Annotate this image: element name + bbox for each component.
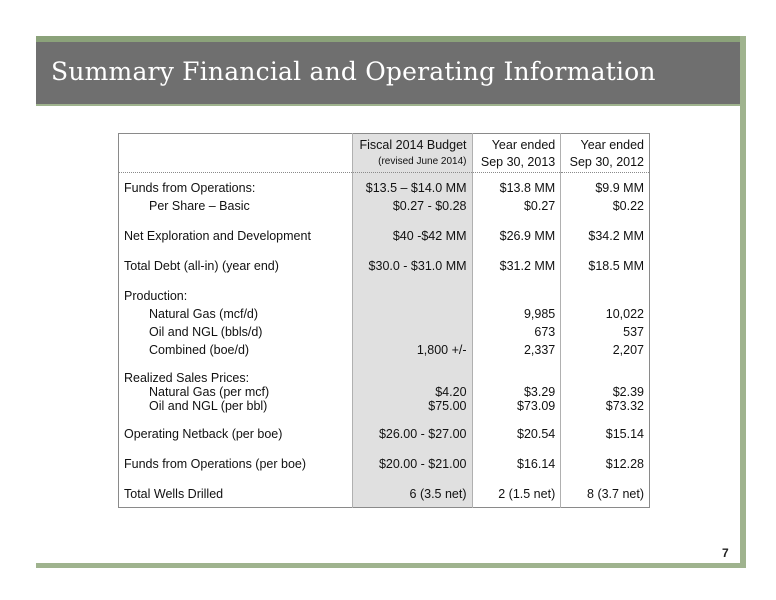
- table-row: [119, 197, 650, 215]
- header-fy2012: [561, 134, 650, 173]
- fy2013-value: $16.14: [472, 455, 561, 473]
- row-label: Realized Sales Prices:: [119, 371, 353, 385]
- title-bar: [36, 42, 740, 104]
- summary-table: [118, 133, 650, 508]
- row-label: Net Exploration and Development: [119, 227, 353, 245]
- header-budget-line2: (revised June 2014): [378, 156, 467, 167]
- budget-value: [352, 323, 472, 341]
- row-label: Funds from Operations:: [119, 173, 353, 198]
- header-fy2012-line2: Sep 30, 2012: [569, 155, 644, 169]
- budget-value: $20.00 - $21.00: [352, 455, 472, 473]
- fy2012-value: [561, 371, 650, 385]
- row-label: Funds from Operations (per boe): [119, 455, 353, 473]
- row-label: Natural Gas (per mcf): [119, 385, 353, 399]
- table-row: [119, 323, 650, 341]
- fy2013-value: [472, 371, 561, 385]
- fy2013-value: $0.27: [472, 197, 561, 215]
- spacer-row: [119, 413, 650, 425]
- row-label: Per Share – Basic: [119, 197, 353, 215]
- fy2013-value: $20.54: [472, 425, 561, 443]
- header-fy2013: [472, 134, 561, 173]
- row-label: Total Wells Drilled: [119, 485, 353, 508]
- fy2012-value: $34.2 MM: [588, 229, 644, 243]
- spacer-row: [119, 359, 650, 371]
- fy2013-value: $13.8 MM: [472, 173, 561, 198]
- fy2013-value: $3.29: [472, 385, 561, 399]
- row-label: Operating Netback (per boe): [119, 425, 353, 443]
- frame-shadow-right: [740, 36, 746, 563]
- budget-value: [352, 371, 472, 385]
- table-row: [119, 455, 650, 473]
- spacer-row: [119, 443, 650, 455]
- fy2012-value: $18.5 MM: [588, 259, 644, 273]
- spacer-row: [119, 275, 650, 287]
- budget-value: $0.27 - $0.28: [352, 197, 472, 215]
- budget-value: $13.5 – $14.0 MM: [352, 173, 472, 198]
- row-label: Production:: [119, 287, 353, 305]
- budget-value: 1,800 +/-: [352, 341, 472, 359]
- fy2012-value: $73.32: [605, 399, 644, 413]
- budget-value: $30.0 - $31.0 MM: [352, 257, 472, 275]
- fy2013-value: 2 (1.5 net): [472, 485, 561, 508]
- fy2012-value: 537: [623, 325, 644, 339]
- table-row: [119, 257, 650, 275]
- budget-value: $40 -$42 MM: [352, 227, 472, 245]
- title-underline: [36, 104, 740, 106]
- row-label: Combined (boe/d): [119, 341, 353, 359]
- header-fy2013-line1: Year ended: [491, 138, 556, 152]
- budget-value: $4.20: [352, 385, 472, 399]
- fy2013-value: 9,985: [472, 305, 561, 323]
- slide-title: Summary Financial and Operating Information: [51, 57, 656, 86]
- header-label-cell: [119, 134, 353, 173]
- fy2012-value: $9.9 MM: [595, 181, 644, 195]
- row-label: Natural Gas (mcf/d): [119, 305, 353, 323]
- fy2012-value: 2,207: [612, 343, 644, 357]
- fy2012-value: 10,022: [605, 307, 644, 321]
- table-row: [119, 485, 650, 508]
- fy2012-value: $0.22: [612, 199, 644, 213]
- spacer-row: [119, 215, 650, 227]
- fy2013-value: $73.09: [472, 399, 561, 413]
- table-row: [119, 341, 650, 359]
- spacer-row: [119, 245, 650, 257]
- table-header-row: [119, 134, 650, 173]
- budget-value: $75.00: [352, 399, 472, 413]
- fy2012-value: [561, 287, 650, 305]
- header-fy2013-line2: Sep 30, 2013: [480, 155, 556, 169]
- fy2012-value: 8 (3.7 net): [587, 487, 644, 501]
- fy2013-value: 673: [472, 323, 561, 341]
- table-row: [119, 227, 650, 245]
- budget-value: 6 (3.5 net): [352, 485, 472, 508]
- row-label: Total Debt (all-in) (year end): [119, 257, 353, 275]
- fy2013-value: $31.2 MM: [472, 257, 561, 275]
- table-row: [119, 425, 650, 443]
- row-label: Oil and NGL (bbls/d): [119, 323, 353, 341]
- header-budget: [352, 134, 472, 173]
- table-row: [119, 287, 650, 305]
- header-budget-line1: Fiscal 2014 Budget: [359, 138, 467, 152]
- fy2012-value: $15.14: [605, 427, 644, 441]
- header-fy2012-line1: Year ended: [580, 138, 644, 152]
- table-row: [119, 399, 650, 413]
- row-label: Oil and NGL (per bbl): [119, 399, 353, 413]
- budget-value: [352, 287, 472, 305]
- budget-value: $26.00 - $27.00: [352, 425, 472, 443]
- fy2012-value: $12.28: [605, 457, 644, 471]
- table-row: [119, 371, 650, 385]
- spacer-row: [119, 473, 650, 485]
- table-row: [119, 305, 650, 323]
- fy2013-value: 2,337: [472, 341, 561, 359]
- frame-shadow-bottom: [36, 563, 746, 568]
- table-row: [119, 173, 650, 198]
- budget-value: [352, 305, 472, 323]
- fy2013-value: $26.9 MM: [472, 227, 561, 245]
- page-number: 7: [722, 546, 729, 560]
- fy2012-value: $2.39: [612, 385, 644, 399]
- table-row: [119, 385, 650, 399]
- fy2013-value: [472, 287, 561, 305]
